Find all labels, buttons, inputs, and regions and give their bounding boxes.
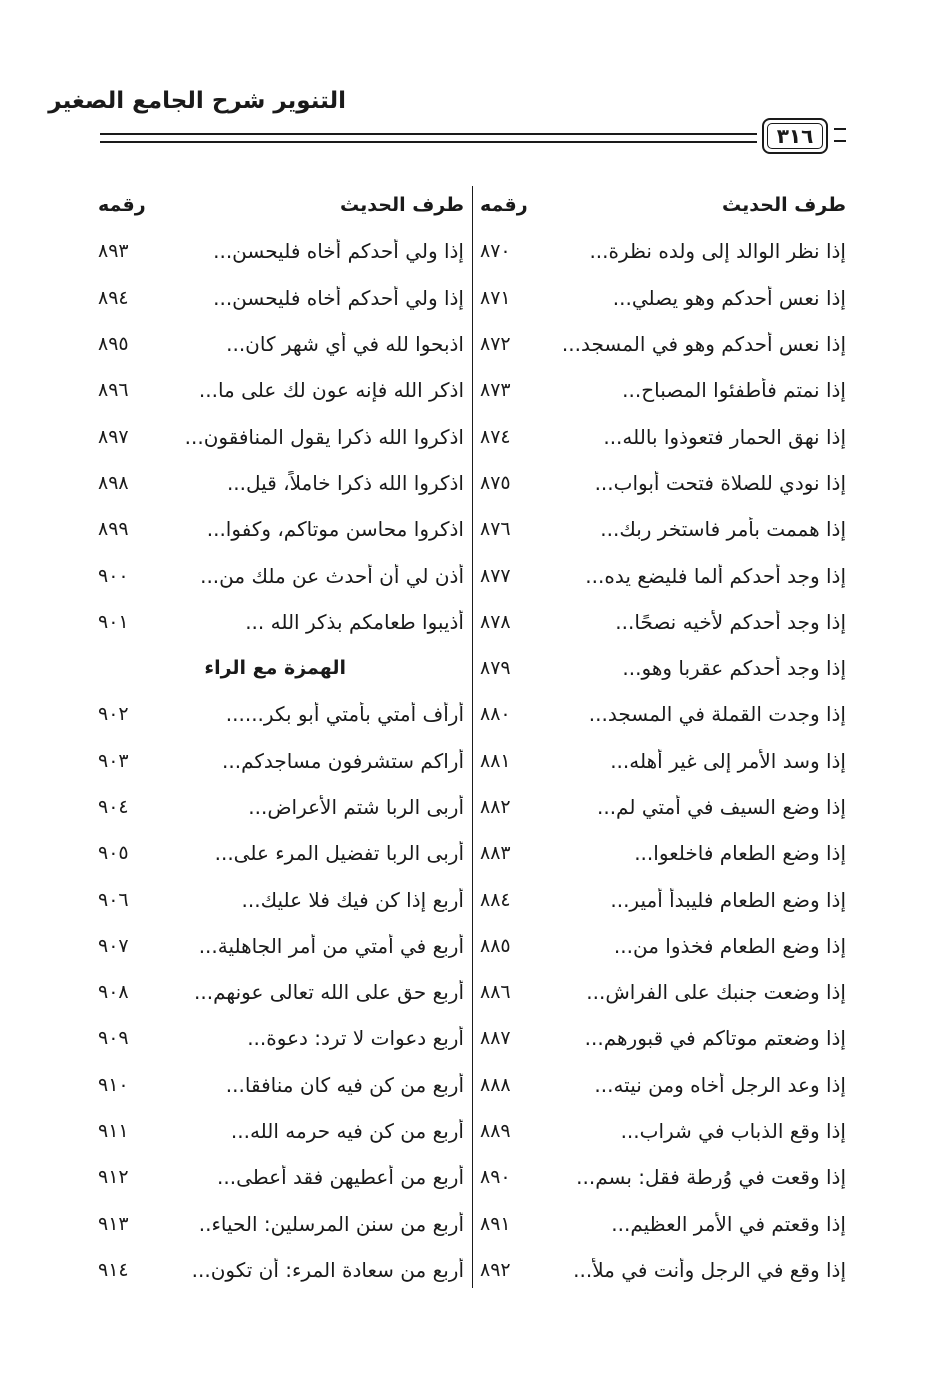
hadith-number: ٨٩١	[480, 1212, 511, 1235]
hadith-title: أذن لي أن أحدث عن ملك من...	[200, 563, 464, 588]
header-number-label: رقمه	[98, 194, 146, 217]
header-number-label: رقمه	[480, 194, 528, 217]
header-rule-bottom	[100, 141, 757, 143]
hadith-number: ٨٨٢	[480, 796, 511, 818]
hadith-title: إذا نمتم فأطفئوا المصباح...	[622, 378, 846, 403]
hadith-title: أربع في أمتي من أمر الجاهلية...	[198, 933, 464, 958]
hadith-number: ٨٨٤	[480, 888, 511, 911]
hadith-entry	[98, 1015, 464, 1061]
hadith-number: ٨٧٤	[480, 425, 511, 448]
hadith-entry	[480, 228, 846, 274]
hadith-entry	[98, 460, 464, 506]
hadith-number: ٨٩٥	[98, 333, 129, 356]
hadith-number: ٩٠٥	[98, 842, 129, 865]
hadith-entry	[98, 738, 464, 784]
page-number: ٣١٦	[762, 118, 828, 154]
hadith-title: إذا وجد أحدكم ألما فليضع يده...	[585, 563, 846, 588]
hadith-number: ٩١٤	[98, 1258, 129, 1281]
hadith-title: أربع من كن فيه كان منافقا...	[225, 1072, 464, 1097]
hadith-title: أربى الربا تفضيل المرء على...	[214, 841, 464, 866]
hadith-title: أربع دعوات لا ترد: دعوة...	[247, 1026, 464, 1051]
hadith-entry	[98, 1108, 464, 1154]
hadith-entry	[480, 1154, 846, 1200]
hadith-title: اذكروا الله ذكرا يقول المنافقون...	[184, 424, 464, 449]
hadith-title: أربع من سنن المرسلين: الحياء..	[198, 1211, 464, 1236]
hadith-title: إذا وضعت جنبك على الفراش...	[586, 980, 846, 1005]
hadith-entry	[98, 923, 464, 969]
hadith-entry	[480, 1108, 846, 1154]
hadith-title: اذكروا الله ذكرا خاملاً، قيل...	[226, 470, 464, 495]
hadith-title: أربى الربا شتم الأعراض...	[248, 795, 464, 819]
hadith-title: إذا ولي أحدكم أخاه فليحسن...	[213, 285, 464, 310]
hadith-entry	[98, 876, 464, 922]
hadith-number: ٨٨٠	[480, 703, 511, 726]
hadith-title: إذا وقعت في وُرطة فقل: بسم...	[576, 1165, 846, 1190]
hadith-title: إذا نعس أحدكم وهو في المسجد...	[561, 332, 846, 357]
hadith-entry	[98, 413, 464, 459]
hadith-entry	[480, 1247, 846, 1293]
hadith-entry	[480, 1201, 846, 1247]
hadith-title: إذا وجدت القملة في المسجد...	[588, 702, 846, 727]
hadith-number: ٩١٢	[98, 1166, 129, 1189]
hadith-title: إذا نظر الوالد إلى ولده نظرة...	[589, 239, 846, 264]
hadith-entry	[480, 738, 846, 784]
header-title-label: طرف الحديث	[340, 194, 464, 217]
hadith-title: إذا وعد الرجل أخاه ومن نيته...	[594, 1072, 846, 1097]
hadith-title: إذا وسد الأمر إلى غير أهله...	[610, 748, 846, 773]
hadith-number: ٩٠١	[98, 610, 129, 633]
hadith-entry	[98, 552, 464, 598]
hadith-entry	[98, 1247, 464, 1293]
hadith-title: إذا وجد أحدكم لأخيه نصحًا...	[615, 609, 846, 634]
hadith-entry	[98, 321, 464, 367]
hadith-number: ٩٠٣	[98, 749, 129, 772]
hadith-title: اذبحوا لله في أي شهر كان...	[226, 332, 464, 357]
header-rule-top	[100, 133, 757, 135]
page-header	[48, 86, 846, 166]
hadith-number: ٩٠٢	[98, 703, 129, 726]
hadith-entry	[480, 321, 846, 367]
hadith-entry	[480, 691, 846, 737]
hadith-title: إذا وضع الطعام فخذوا من...	[613, 933, 846, 958]
hadith-entry	[98, 1201, 464, 1247]
hadith-entry	[480, 876, 846, 922]
hadith-title: أربع من أعطيهن فقد أعطى...	[217, 1165, 464, 1190]
hadith-title: إذا هممت بأمر فاستخر ربك...	[600, 517, 846, 542]
hadith-number: ٨٩٧	[98, 425, 129, 448]
column-divider	[472, 186, 473, 1288]
hadith-number: ٩٠٧	[98, 934, 129, 957]
hadith-number: ٩٠٨	[98, 981, 129, 1004]
hadith-entry	[98, 506, 464, 552]
hadith-entry	[480, 275, 846, 321]
hadith-title: أذيبوا طعامكم بذكر الله ...	[245, 609, 464, 634]
hadith-number: ٨٧٧	[480, 564, 511, 587]
hadith-title: إذا وقع في الرجل وأنت في ملأ...	[573, 1257, 846, 1282]
hadith-entry	[480, 552, 846, 598]
hadith-entry	[480, 413, 846, 459]
hadith-number: ٨٨٦	[480, 981, 511, 1004]
hadith-title: أربع إذا كن فيك فلا عليك...	[241, 887, 464, 912]
hadith-number: ٨٨٥	[480, 934, 511, 957]
hadith-entry	[98, 275, 464, 321]
hadith-title: إذا وجد أحدكم عقربا وهو...	[622, 656, 846, 681]
hadith-entry	[480, 599, 846, 645]
hadith-entry	[98, 1062, 464, 1108]
hadith-number: ٩٠٩	[98, 1027, 129, 1050]
hadith-title: إذا وضع السيف في أمتي لم...	[596, 795, 846, 819]
hadith-number: ٨٨١	[480, 749, 511, 772]
hadith-number: ٩١٠	[98, 1073, 129, 1096]
hadith-number: ٨٨٩	[480, 1120, 511, 1143]
hadith-title: اذكر الله فإنه عون لك على ما...	[198, 378, 464, 403]
hadith-number: ٩٠٠	[98, 564, 129, 587]
hadith-entry	[98, 830, 464, 876]
hadith-entry	[480, 506, 846, 552]
hadith-entry	[98, 228, 464, 274]
hadith-number: ٩١١	[98, 1120, 129, 1143]
hadith-number: ٩٠٦	[98, 888, 129, 911]
hadith-number: ٨٩٢	[480, 1258, 511, 1281]
hadith-title: إذا ولي أحدكم أخاه فليحسن...	[213, 239, 464, 264]
hadith-entry	[480, 1062, 846, 1108]
hadith-title: إذا وقع الذباب في شراب...	[620, 1119, 846, 1144]
hadith-title: أربع من سعادة المرء: أن تكون...	[191, 1257, 464, 1282]
hadith-number: ٨٩٩	[98, 518, 129, 541]
hadith-number: ٨٧٠	[480, 240, 511, 263]
hadith-entry	[480, 923, 846, 969]
hadith-number: ٨٩٣	[98, 240, 129, 263]
hadith-title: اذكروا محاسن موتاكم، وكفوا...	[206, 517, 464, 542]
hadith-number: ٨٧٩	[480, 657, 511, 680]
hadith-title: إذا وضع الطعام فاخلعوا...	[634, 841, 846, 866]
hadith-number: ٨٧٢	[480, 333, 511, 356]
hadith-number: ٨٩٠	[480, 1166, 511, 1189]
hadith-entry	[480, 969, 846, 1015]
right-column	[480, 182, 846, 1292]
hadith-number: ٩١٣	[98, 1212, 129, 1235]
hadith-title: أربع من كن فيه حرمه الله...	[230, 1119, 464, 1144]
section-heading: الهمزة مع الراء	[204, 657, 346, 680]
hadith-number: ٨٧٨	[480, 610, 511, 633]
hadith-number: ٨٨٨	[480, 1073, 511, 1096]
hadith-number: ٨٩٤	[98, 286, 129, 309]
hadith-entry	[98, 1154, 464, 1200]
hadith-number: ٨٨٣	[480, 842, 511, 865]
hadith-number: ٨٩٦	[98, 379, 129, 402]
hadith-title: إذا نهق الحمار فتعوذوا بالله...	[603, 424, 846, 449]
header-title-label: طرف الحديث	[722, 194, 846, 217]
hadith-entry	[98, 691, 464, 737]
hadith-number: ٩٠٤	[98, 796, 129, 818]
hadith-title: أرأف أمتي بأمتي أبو بكر......	[225, 702, 464, 727]
column-header	[98, 182, 464, 228]
hadith-title: إذا وضع الطعام فليبدأ أمير...	[610, 887, 846, 912]
hadith-entry	[480, 460, 846, 506]
column-header	[480, 182, 846, 228]
hadith-title: إذا وقعتم في الأمر العظيم...	[611, 1211, 846, 1236]
hadith-title: إذا نعس أحدكم وهو يصلي...	[612, 285, 846, 310]
hadith-title: إذا وضعتم موتاكم في قبورهم...	[584, 1026, 846, 1051]
hadith-title: أربع حق على الله تعالى عونهم...	[194, 980, 464, 1005]
left-column	[98, 182, 464, 1292]
hadith-number: ٨٧١	[480, 286, 511, 309]
hadith-number: ٨٨٧	[480, 1027, 511, 1050]
book-title: التنوير شرح الجامع الصغير	[48, 88, 346, 114]
hadith-title: أراكم ستشرفون مساجدكم...	[222, 748, 464, 773]
hadith-entry	[480, 830, 846, 876]
hadith-entry	[480, 367, 846, 413]
hadith-entry	[480, 1015, 846, 1061]
hadith-entry	[98, 367, 464, 413]
hadith-title: إذا نودي للصلاة فتحت أبواب...	[594, 470, 846, 495]
hadith-entry	[480, 645, 846, 691]
header-ornament	[834, 128, 846, 142]
hadith-entry	[480, 784, 846, 830]
hadith-entry	[98, 599, 464, 645]
hadith-entry	[98, 784, 464, 830]
hadith-number: ٨٧٣	[480, 379, 511, 402]
hadith-entry	[98, 969, 464, 1015]
hadith-number: ٨٧٦	[480, 518, 511, 541]
hadith-number: ٨٩٨	[98, 471, 129, 494]
hadith-number: ٨٧٥	[480, 471, 511, 494]
